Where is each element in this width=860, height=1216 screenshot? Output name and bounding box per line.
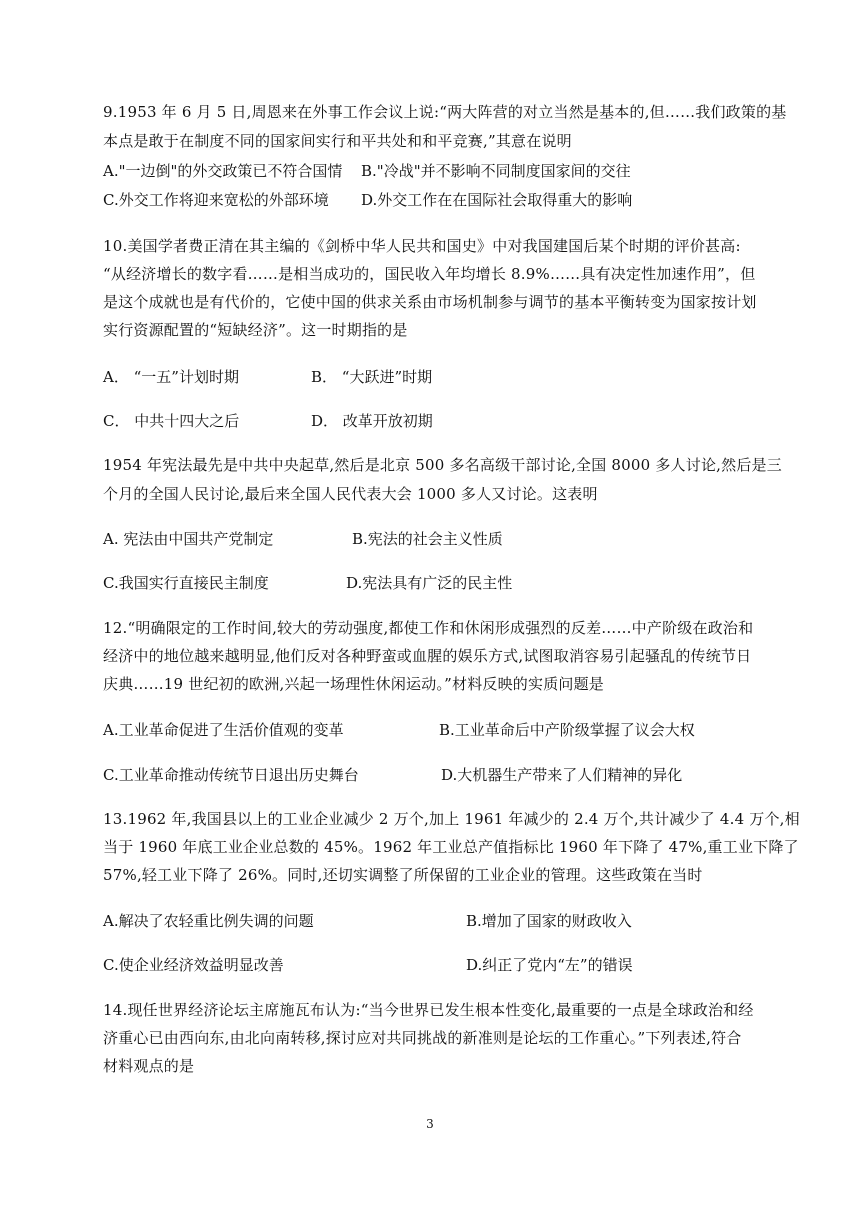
option-d: D.大机器生产带来了人们精神的异化 xyxy=(441,766,683,784)
option-d: D.宪法具有广泛的民主性 xyxy=(346,574,513,592)
question-stem-line: 当于 1960 年底工业企业总数的 45%。1962 年工业总产值指标比 1960 年下降了 47%,重工业下降了 xyxy=(103,838,799,856)
option-b: B.增加了国家的财政收入 xyxy=(466,912,632,930)
option-d: D.外交工作在在国际社会取得重大的影响 xyxy=(361,191,633,209)
question-stem-line: 实行资源配置的“短缺经济”。这一时期指的是 xyxy=(103,321,408,339)
option-b: B． “大跃进”时期 xyxy=(311,368,433,386)
option-b: B.工业革命后中产阶级掌握了议会大权 xyxy=(439,721,695,739)
option-a: A. 宪法由中国共产党制定 xyxy=(103,530,274,548)
question-stem-line: 是这个成就也是有代价的，它使中国的供求关系由市场机制参与调节的基本平衡转变为国家按计划 xyxy=(103,293,757,311)
option-d: D.纠正了党内“左”的错误 xyxy=(466,956,633,974)
question-stem-line: 经济中的地位越来越明显,他们反对各种野蛮或血腥的娱乐方式,试图取消容易引起骚乱的传统节日 xyxy=(103,647,752,665)
option-c: C.我国实行直接民主制度 xyxy=(103,574,269,592)
option-d: D． 改革开放初期 xyxy=(311,412,433,430)
page-number: 3 xyxy=(426,1117,434,1131)
question-stem-line: 庆典……19 世纪初的欧洲,兴起一场理性休闲运动。”材料反映的实质问题是 xyxy=(103,675,604,693)
question-stem-line: 10.美国学者费正清在其主编的《剑桥中华人民共和国史》中对我国建国后某个时期的评价甚高: xyxy=(103,237,741,255)
option-c: C.外交工作将迎来宽松的外部环境 xyxy=(103,191,329,209)
question-stem-line: 材料观点的是 xyxy=(103,1057,195,1075)
question-stem-line: “从经济增长的数字看……是相当成功的，国民收入年均增长 8.9%……具有决定性加速作用”，但 xyxy=(103,265,756,283)
question-stem-line: 57%,轻工业下降了 26%。同时,还切实调整了所保留的工业企业的管理。这些政策在当时 xyxy=(103,866,703,884)
option-b: B."冷战"并不影响不同制度国家间的交往 xyxy=(361,162,631,180)
option-a: A.解决了农轻重比例失调的问题 xyxy=(103,912,314,930)
option-a: A． “一五”计划时期 xyxy=(103,368,239,386)
question-stem-line: 济重心已由西向东,由北向南转移,探讨应对共同挑战的新准则是论坛的工作重心。”下列表述,符合 xyxy=(103,1029,742,1047)
question-stem-line: 14.现任世界经济论坛主席施瓦布认为:“当今世界已发生根本性变化,最重要的一点是全球政治和经 xyxy=(103,1001,754,1019)
question-stem-line: 1954 年宪法最先是中共中央起草,然后是北京 500 多名高级干部讨论,全国 8000 多人讨论,然后是三 xyxy=(103,456,782,474)
option-a: A.工业革命促进了生活价值观的变革 xyxy=(103,721,344,739)
question-stem-line: 本点是敢于在制度不同的国家间实行和平共处和和平竞赛,”其意在说明 xyxy=(103,132,572,150)
option-c: C.使企业经济效益明显改善 xyxy=(103,956,284,974)
question-stem-line: 13.1962 年,我国县以上的工业企业减少 2 万个,加上 1961 年减少的 2.4 万个,共计减少了 4.4 万个,相 xyxy=(103,810,800,828)
question-stem-line: 9.1953 年 6 月 5 日,周恩来在外事工作会议上说:“两大阵营的对立当然是基本的,但……我们政策的基 xyxy=(103,103,787,121)
option-b: B.宪法的社会主义性质 xyxy=(352,530,503,548)
option-c: C． 中共十四大之后 xyxy=(103,412,240,430)
option-a: A."一边倒"的外交政策已不符合国情 xyxy=(103,162,343,180)
question-stem-line: 12.“明确限定的工作时间,较大的劳动强度,都使工作和休闲形成强烈的反差……中产阶级在政治和 xyxy=(103,619,754,637)
question-stem-line: 个月的全国人民讨论,最后来全国人民代表大会 1000 多人又讨论。这表明 xyxy=(103,485,598,503)
option-c: C.工业革命推动传统节日退出历史舞台 xyxy=(103,766,359,784)
